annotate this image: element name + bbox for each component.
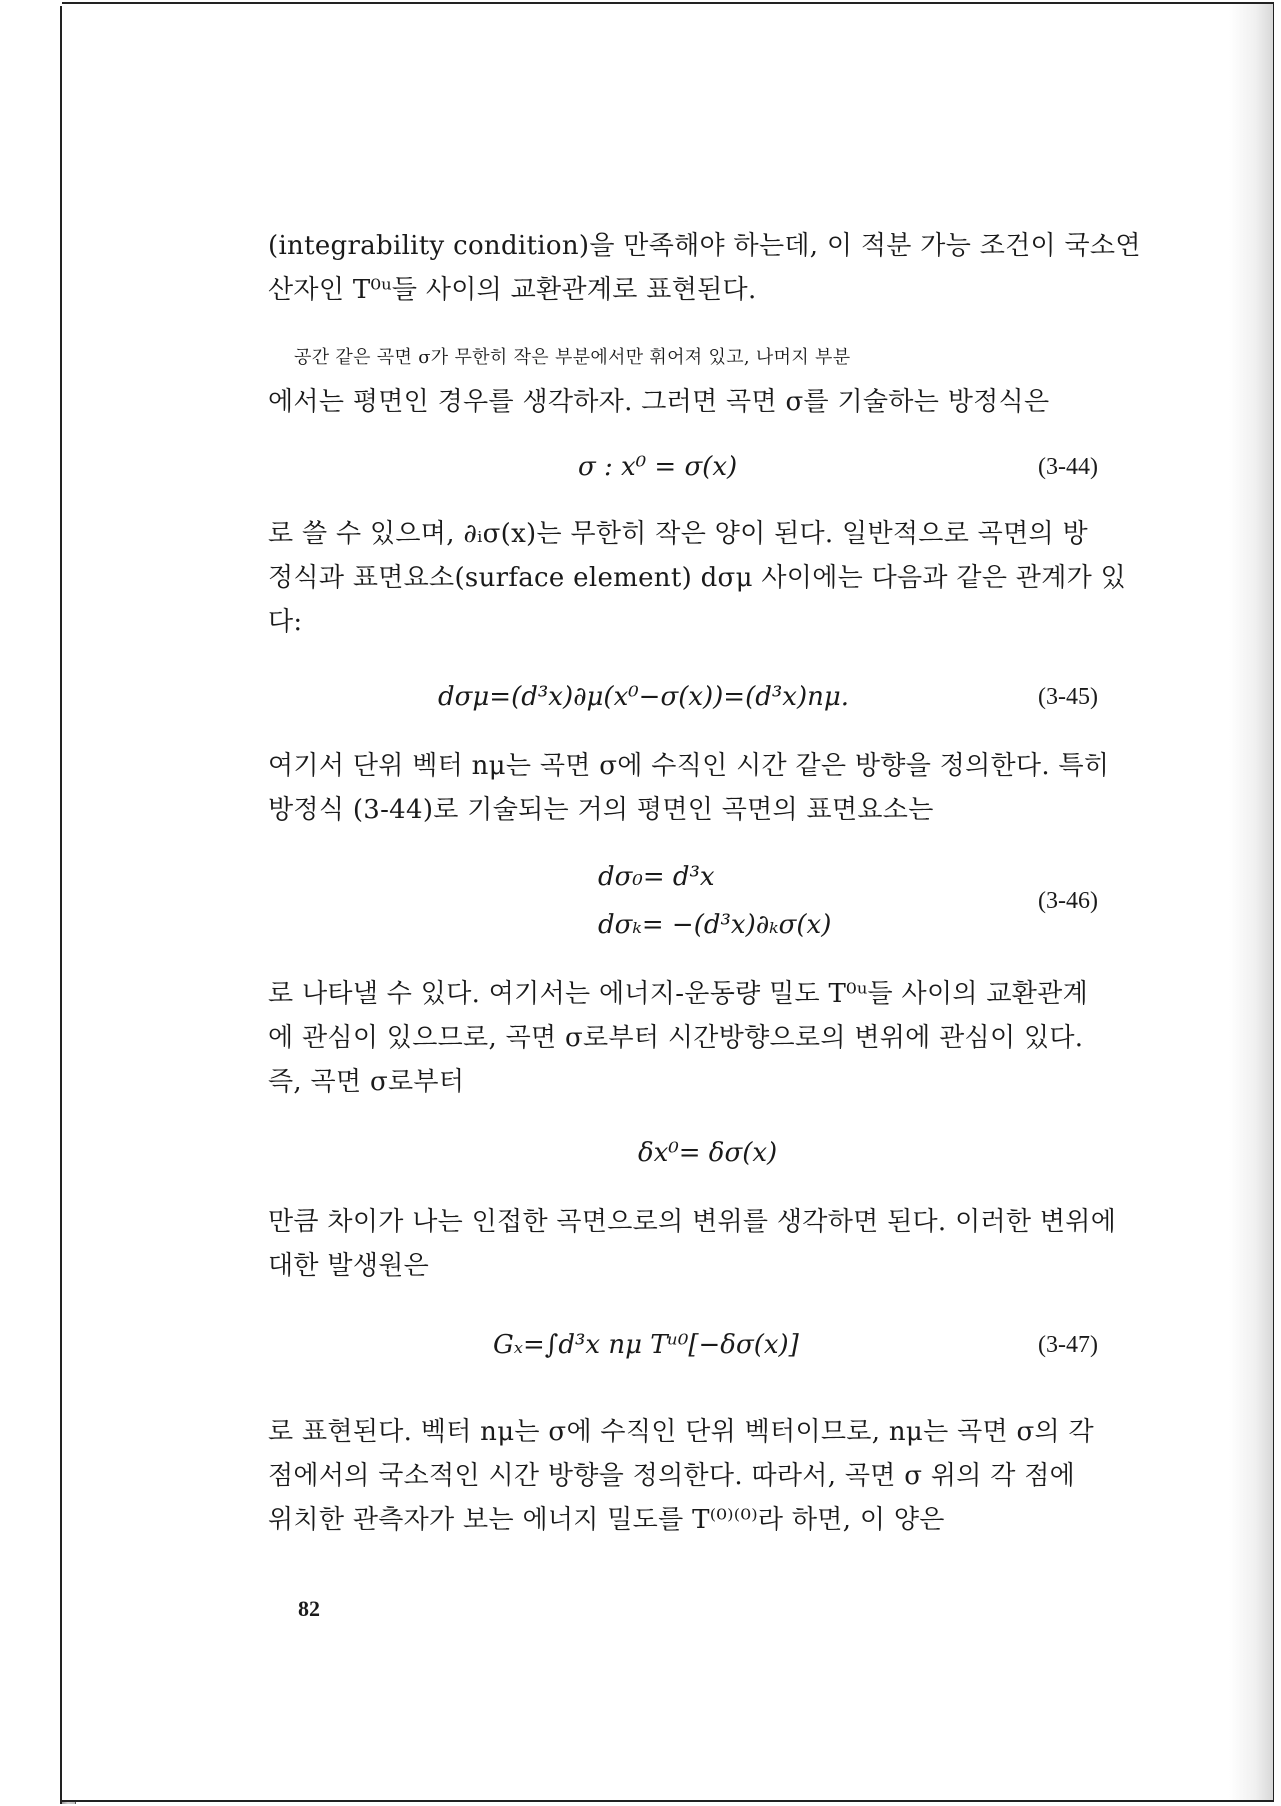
equation-3-46-line-1: dσ₀= d³x [598,862,715,892]
text-line: 위치한 관측자가 보는 에너지 밀도를 T⁽⁰⁾⁽⁰⁾라 하면, 이 양은 [268,1505,945,1535]
paragraph-3 [268,512,1148,644]
equation-number: (3-45) [1038,684,1098,710]
text-line: 정식과 표면요소(surface element) dσμ 사이에는 다음과 같은 관계가 있 [268,563,1127,593]
text-line: 다: [268,607,303,637]
equation-3-45: dσμ=(d³x)∂μ(x⁰−σ(x))=(d³x)nμ. [438,682,849,712]
text-line: 로 표현된다. 벡터 nμ는 σ에 수직인 단위 벡터이므로, nμ는 곡면 σ의 각 [268,1417,1094,1447]
equation-3-44: σ : x⁰ = σ(x) [578,452,738,482]
text-line: 점에서의 국소적인 시간 방향을 정의한다. 따라서, 곡면 σ 위의 각 점에 [268,1461,1076,1491]
paragraph-2 [268,336,1148,424]
equation-number: (3-46) [1038,888,1098,914]
equation-3-46-line-2: dσₖ= −(d³x)∂ₖσ(x) [598,910,832,940]
text-line: (integrability condition)을 만족해야 하는데, 이 적분 가능 조건이 국소연 [268,231,1141,261]
paragraph-6 [268,1200,1148,1288]
paragraph-1 [268,224,1148,312]
text-line: 방정식 (3-44)로 기술되는 거의 평면인 곡면의 표면요소는 [268,795,934,825]
text-line: 대한 발생원은 [268,1251,430,1281]
text-line: 만큼 차이가 나는 인접한 곡면으로의 변위를 생각하면 된다. 이러한 변위에 [268,1207,1117,1237]
text-line: 공간 같은 곡면 σ가 무한히 작은 부분에서만 휘어져 있고, 나머지 부분 [294,347,851,368]
page-number: 82 [298,1596,320,1621]
paragraph-7 [268,1410,1148,1542]
text-line: 여기서 단위 벡터 nμ는 곡면 σ에 수직인 시간 같은 방향을 정의한다. 특히 [268,751,1110,781]
page-edge-shading [1229,4,1273,1800]
text-line: 즉, 곡면 σ로부터 [268,1067,465,1097]
paragraph-4 [268,744,1148,832]
equation-displacement: δx⁰= δσ(x) [638,1138,778,1168]
equation-number: (3-44) [1038,454,1098,480]
text-line: 로 쓸 수 있으며, ∂ᵢσ(x)는 무한히 작은 양이 된다. 일반적으로 곡면의 방 [268,519,1088,549]
text-line: 에서는 평면인 경우를 생각하자. 그러면 곡면 σ를 기술하는 방정식은 [268,387,1050,417]
text-line: 로 나타낼 수 있다. 여기서는 에너지-운동량 밀도 T⁰ᵘ들 사이의 교환관계 [268,979,1089,1009]
equation-3-47: Gₓ=∫d³x nμ Tᵘ⁰[−δσ(x)] [493,1330,799,1360]
equation-number: (3-47) [1038,1332,1098,1358]
text-line: 에 관심이 있으므로, 곡면 σ로부터 시간방향으로의 변위에 관심이 있다. [268,1023,1084,1053]
book-page [268,0,1148,1806]
text-line: 산자인 T⁰ᵘ들 사이의 교환관계로 표현된다. [268,275,757,305]
paragraph-5 [268,972,1148,1104]
